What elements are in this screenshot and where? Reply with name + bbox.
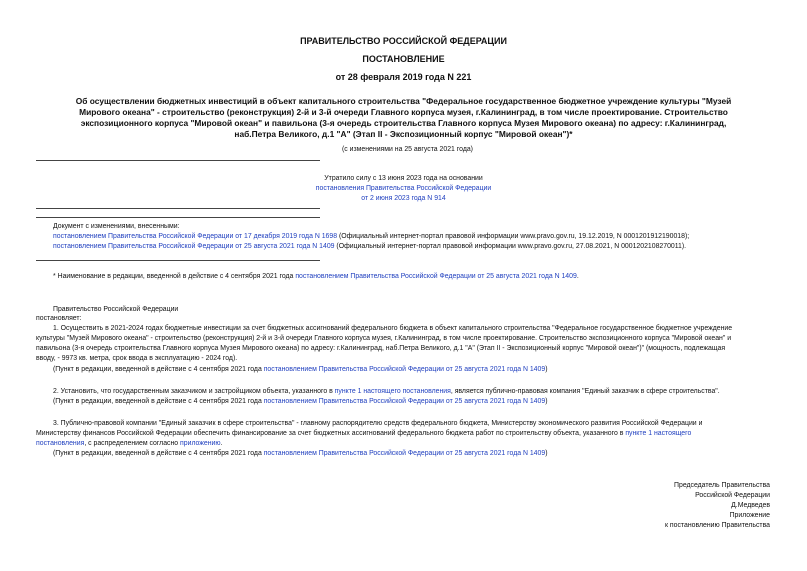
paragraph-line: постановления, с распределением согласно приложению. (36, 440, 223, 447)
clause-link[interactable]: пункте 1 настоящего (625, 430, 692, 437)
change-source: (Официальный интернет-портал правовой информации www.pravo.gov.ru, 27.08.2021, N 0001202108270011). (334, 243, 687, 250)
title-line: Мирового океана" - строительство (реконструкция) 2-й и 3-й очереди Главного корпуса музея, г.Калининград, в том числе проектирование. Строительство (79, 107, 728, 117)
footnote-tail: . (576, 273, 579, 280)
government-heading: ПРАВИТЕЛЬСТВО РОССИЙСКОЙ ФЕДЕРАЦИИ (300, 36, 507, 46)
title-line: экспозиционного корпуса "Мировой океан" и павильона (3-я очередь строительства Главного корпуса Музея Мирового океана) по адресу: г.Калининград, (80, 118, 727, 128)
changes-block (53, 222, 793, 252)
paragraph-line: вводу, - 9973 кв. метра, срок ввода в эксплуатацию - 2024 год). (36, 355, 238, 362)
amendment-link[interactable]: постановлением Правительства Российской Федерации от 25 августа 2021 года N 1409 (263, 366, 546, 373)
appendix-heading: Приложение (729, 512, 770, 519)
signatory-title: Председатель Правительства (674, 482, 770, 489)
paragraph-line: Министерству финансов Российской Федерации обеспечить финансирование за счет бюджетных ассигнований федерального бюджета работ по строительству объекта, указанного в пункте 1 настоящего (36, 430, 692, 437)
footnote-text: * Наименование в редакции, введенной в действие с 4 сентября 2021 года (53, 273, 296, 280)
change-source: (Официальный интернет-портал правовой информации www.pravo.gov.ru, 19.12.2019, N 0001201912190018); (337, 233, 690, 240)
appendix-reference: к постановлению Правительства (664, 522, 770, 529)
title-line: Об осуществлении бюджетных инвестиций в объект капитального строительства "Федеральное государственное бюджетное учреждение культуры "Музей (75, 96, 732, 106)
paragraph-2: 2. Установить, что государственным заказчиком и застройщиком объекта, указанного в пункте 1 настоящего постановления, является публично-правовая компания "Единый заказчик в сфере строительства". (53, 388, 720, 395)
change-link[interactable]: постановлением Правительства Российской Федерации от 25 августа 2021 года N 1409 (53, 243, 335, 250)
amendment-note: (Пункт в редакции, введенной в действие с 4 сентября 2021 года постановлением Правительства Российской Федерации от 25 августа 2021 года N 1409) (53, 450, 548, 457)
changes-intro: Документ с изменениями, внесенными: (53, 223, 180, 230)
change-item (53, 242, 793, 252)
signatory-org: Российской Федерации (695, 492, 770, 499)
amendment-link[interactable]: постановлением Правительства Российской Федерации от 25 августа 2021 года N 1409 (263, 450, 546, 457)
paragraph-line: 1. Осуществить в 2021-2024 годах бюджетные инвестиции за счет бюджетных ассигнований федерального бюджета в объект капитального строительства "Федеральное государственное бюджетное учреждение (53, 325, 733, 332)
footnote-link[interactable]: постановлением Правительства Российской Федерации от 25 августа 2021 года N 1409 (295, 273, 577, 280)
appendix-link[interactable]: приложению (180, 440, 221, 447)
amendment-link[interactable]: постановлением Правительства Российской Федерации от 25 августа 2021 года N 1409 (263, 398, 546, 405)
repeal-link[interactable]: постановления Правительства Российской Федерации (315, 185, 492, 192)
opening-subject: Правительство Российской Федерации (53, 306, 179, 313)
status-text: Утратило силу с 13 июня 2023 года на основании (324, 175, 483, 182)
repeal-link-date[interactable]: от 2 июня 2023 года N 914 (361, 195, 446, 202)
signatory-name: Д.Медведев (731, 502, 770, 509)
paragraph-line: культуры "Музей Мирового океана" - строительство (реконструкция) 2-й и 3-й очереди Главного корпуса музея, г.Калининград, в том числе проектирование. Строительство экспозиционного корпуса "Мировой океан" и (36, 335, 732, 342)
divider (36, 260, 320, 261)
paragraph-1 (36, 324, 770, 364)
document-type: ПОСТАНОВЛЕНИЕ (362, 54, 445, 64)
clause-link[interactable]: пункте 1 настоящего постановления (334, 388, 451, 395)
paragraph-3 (36, 419, 770, 449)
clause-link[interactable]: постановления (36, 440, 85, 447)
change-item (53, 232, 793, 242)
footnote (53, 272, 793, 282)
edition-note: (с изменениями на 25 августа 2021 года) (342, 146, 473, 153)
paragraph-line: 3. Публично-правовой компании "Единый заказчик в сфере строительства" - главному распорядителю средств федерального бюджета, Министерству экономического развития Российской Федерации и (53, 420, 703, 427)
signature-block (665, 481, 770, 531)
title-line: наб.Петра Великого, д.1 "А" (Этап II - Экспозиционный корпус "Мировой океан")* (234, 129, 573, 139)
change-link[interactable]: постановлением Правительства Российской Федерации от 17 декабря 2019 года N 1698 (53, 233, 338, 240)
divider (36, 160, 320, 161)
document-date-number: от 28 февраля 2019 года N 221 (335, 72, 472, 82)
amendment-note: (Пункт в редакции, введенной в действие с 4 сентября 2021 года постановлением Правительства Российской Федерации от 25 августа 2021 года N 1409) (53, 366, 548, 373)
paragraph-line: павильона (3-я очередь строительства Главного корпуса Музея Мирового океана) по адресу: г.Калининград, наб.Петра Великого, д.1 "А" (Этап II - Экспозиционный корпус "Мировой океан")" (мощность, подлежащая (36, 345, 726, 352)
divider (36, 217, 320, 218)
amendment-note: (Пункт в редакции, введенной в действие с 4 сентября 2021 года постановлением Правительства Российской Федерации от 25 августа 2021 года N 1409) (53, 398, 548, 405)
status-block (0, 174, 807, 204)
document-title (0, 96, 807, 140)
opening-verb: постановляет: (36, 315, 82, 322)
divider (36, 208, 320, 209)
